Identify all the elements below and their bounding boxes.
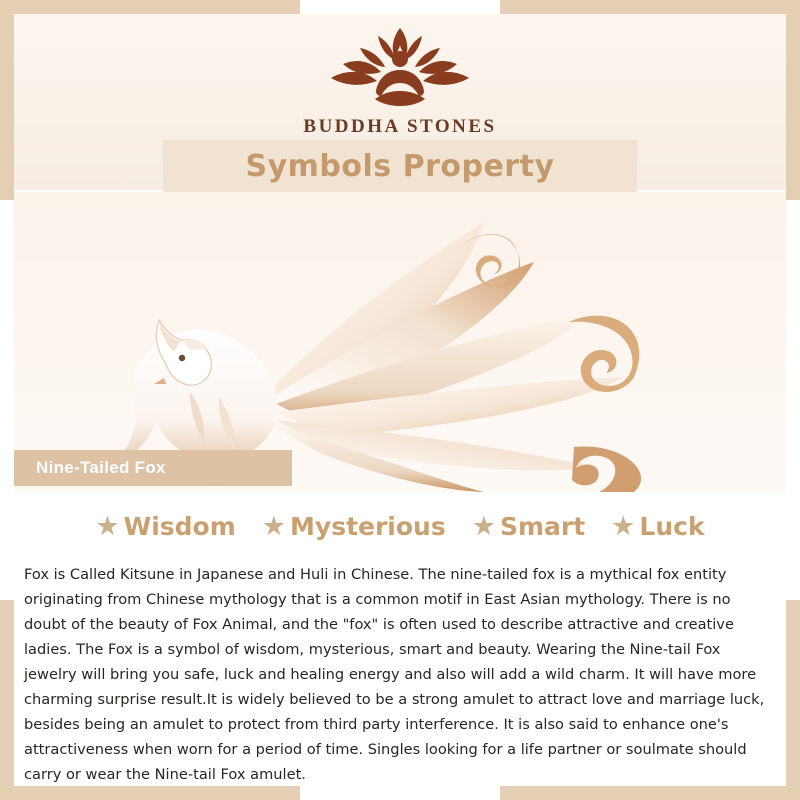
corner-accent-bottom-left-horizontal [0, 786, 300, 800]
hero-illustration [14, 192, 786, 492]
keyword-item [95, 512, 235, 541]
corner-accent-top-left-horizontal [0, 0, 300, 14]
keyword-label: Mysterious [290, 512, 446, 541]
keyword-item [472, 512, 585, 541]
star-icon: ★ [261, 511, 287, 541]
hero-caption: Nine-Tailed Fox [36, 458, 166, 477]
star-icon: ★ [611, 511, 636, 541]
keyword-row [0, 512, 800, 541]
keyword-label: Wisdom [123, 512, 236, 541]
lotus-meditation-icon [305, 20, 495, 112]
hero-caption-tag [14, 450, 292, 486]
star-icon: ★ [471, 511, 496, 541]
keyword-item [262, 512, 446, 541]
brand-logo-block [0, 20, 800, 138]
description-block [24, 562, 776, 787]
keyword-item [611, 512, 704, 541]
corner-accent-bottom-right-vertical [786, 600, 800, 800]
corner-accent-bottom-left-vertical [0, 600, 14, 800]
brand-name: BUDDHA STONES [303, 116, 497, 137]
page-title-band [163, 140, 637, 192]
keyword-label: Luck [639, 512, 705, 541]
corner-accent-bottom-right-horizontal [500, 786, 800, 800]
corner-accent-top-right-horizontal [500, 0, 800, 14]
page-title: Symbols Property [245, 148, 555, 184]
star-icon: ★ [95, 511, 120, 541]
keyword-label: Smart [499, 512, 586, 541]
description-text: Fox is Called Kitsune in Japanese and Huli in Chinese. The nine-tailed fox is a mythical fox entity originating from Chinese mythology that is a common motif in East Asian mythology. There is no doubt of the beauty of Fox Animal, and the "fox" is often used to describe attractive and creative ladies. The Fox is a symbol of wisdom, mysterious, smart and beauty. Wearing the Nine-tail Fox jewelry will bring you safe, luck and healing energy and also will add a wild charm. It will have more charming surprise result.It is widely believed to be a strong amulet to attract love and marriage luck, besides being an amulet to protect from third party interference. It is also said to enhance one's attractiveness when worn for a period of time. Singles looking for a life partner or soulmate should carry or wear the Nine-tail Fox amulet. [24, 566, 765, 783]
nine-tailed-fox-illustration [14, 192, 786, 492]
